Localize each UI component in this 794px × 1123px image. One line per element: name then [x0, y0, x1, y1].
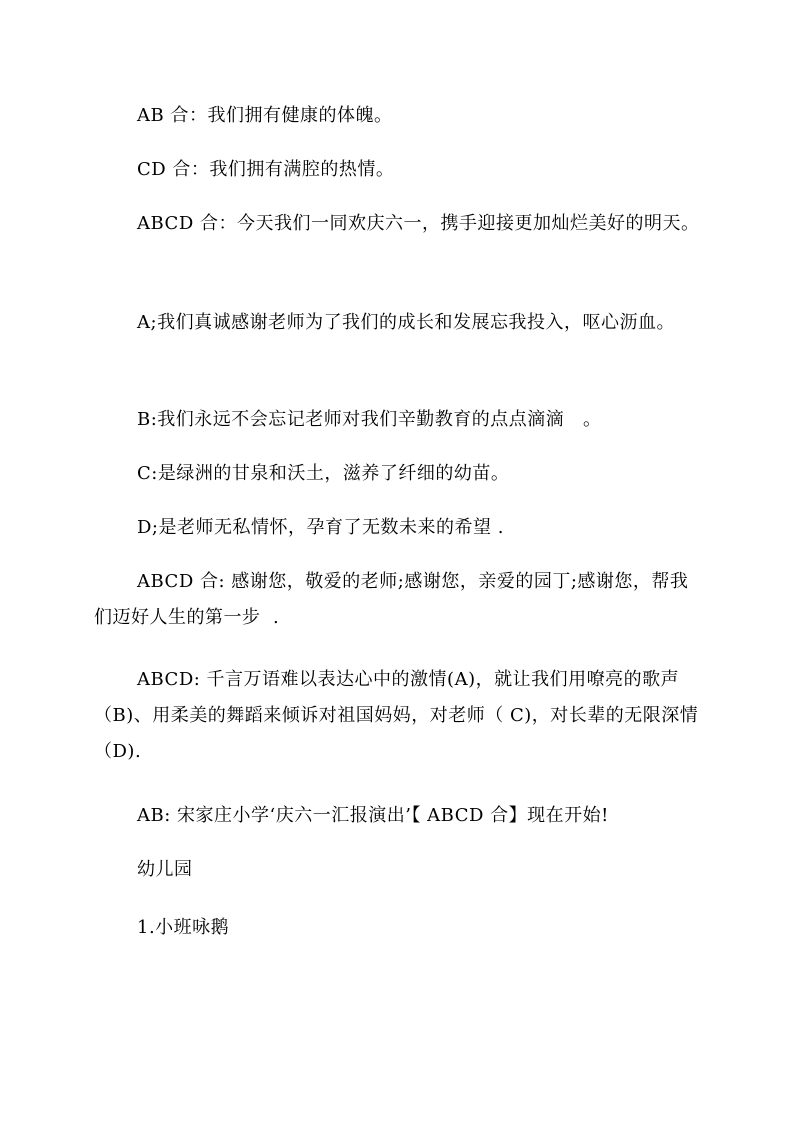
paragraph-b-line: B:我们永远不会忘记老师对我们辛勤教育的点点滴滴 。	[137, 409, 602, 430]
paragraph-abcd-3: ABCD: 千言万语难以表达心中的激情(A)，就让我们用嘹亮的歌声（B)、用柔美的舞蹈来倾诉对祖国妈妈，对老师（ C)，对长辈的无限深情（D).	[94, 669, 699, 762]
program-item-1: 1.小班咏鹅	[137, 917, 230, 938]
section-heading-kindergarten: 幼儿园	[137, 859, 193, 880]
paragraph-ab-chorus: AB 合：我们拥有健康的体魄。	[137, 105, 393, 126]
paragraph-d-line: D;是老师无私情怀，孕育了无数未来的希望 .	[137, 517, 504, 538]
paragraph-a-line: A;我们真诚感谢老师为了我们的成长和发展忘我投入，呕心沥血。	[137, 312, 676, 333]
paragraph-c-line: C:是绿洲的甘泉和沃土，滋养了纤细的幼苗。	[137, 463, 510, 484]
paragraph-abcd-chorus-2: ABCD 合: 感谢您，敬爱的老师;感谢您，亲爱的园丁;感谢您，帮我们迈好人生的第一步 .	[94, 571, 689, 628]
paragraph-ab-announcement: AB: 宋家庄小学‘庆六一汇报演出’【 ABCD 合】现在开始!	[137, 805, 609, 826]
paragraph-cd-chorus: CD 合：我们拥有满腔的热情。	[137, 159, 395, 180]
paragraph-abcd-chorus-1: ABCD 合：今天我们一同欢庆六一，携手迎接更加灿烂美好的明天。	[137, 213, 700, 234]
